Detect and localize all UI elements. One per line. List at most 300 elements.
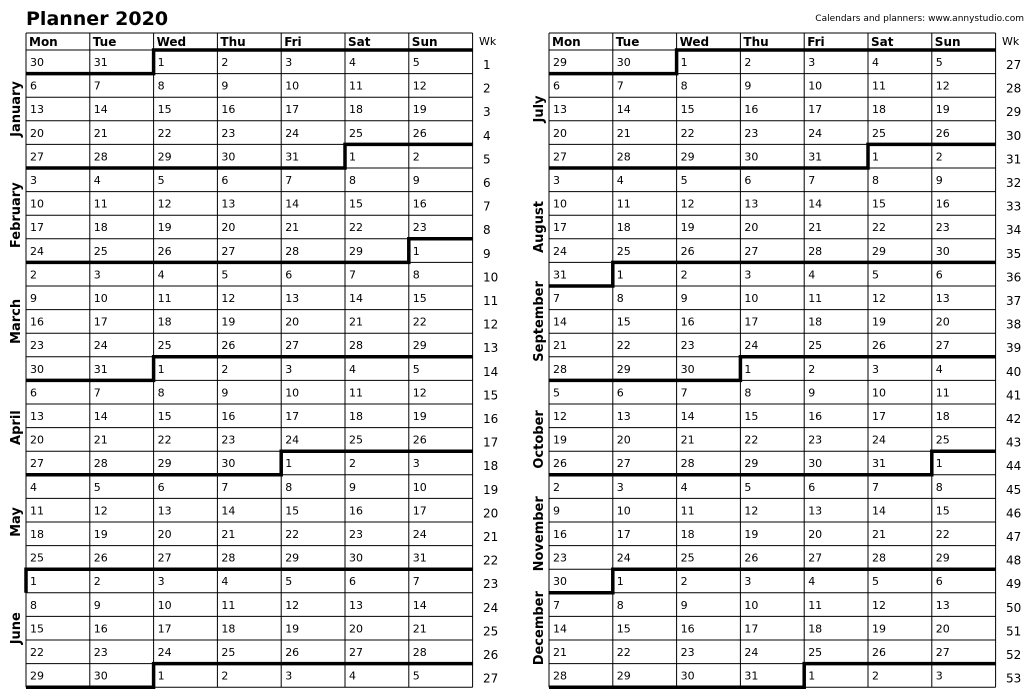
- date-cell: 11: [808, 292, 823, 305]
- date-cell: 24: [872, 433, 886, 447]
- date-cell: 13: [744, 197, 759, 211]
- date-cell: 13: [30, 410, 44, 423]
- date-cell: 9: [680, 292, 688, 305]
- date-cell: 21: [808, 221, 823, 235]
- date-cell: 15: [616, 315, 631, 329]
- week-number: 29: [1006, 105, 1022, 120]
- date-cell: 9: [808, 386, 816, 400]
- week-number: 50: [1006, 600, 1022, 615]
- month-label: December: [532, 591, 547, 666]
- week-column-header: Wk: [1002, 35, 1020, 48]
- date-cell: 7: [93, 386, 101, 400]
- date-cell: 8: [935, 480, 943, 494]
- date-cell: 19: [221, 315, 236, 329]
- date-cell: 21: [616, 126, 631, 140]
- date-cell: 10: [744, 292, 759, 305]
- week-number: 27: [1006, 58, 1022, 72]
- date-cell: 19: [157, 221, 172, 235]
- date-cell: 29: [157, 150, 172, 164]
- date-cell: 25: [616, 244, 631, 258]
- date-cell: 22: [616, 339, 631, 353]
- week-number: 37: [1006, 294, 1022, 308]
- date-cell: 16: [553, 528, 567, 541]
- date-cell: 2: [349, 457, 356, 471]
- date-cell: 20: [221, 221, 236, 235]
- date-cell: 1: [285, 457, 293, 471]
- date-cell: 12: [157, 197, 172, 211]
- date-cell: 11: [680, 504, 695, 518]
- date-cell: 11: [616, 197, 631, 211]
- date-cell: 25: [349, 433, 363, 447]
- date-cell: 10: [616, 504, 631, 518]
- date-cell: 26: [221, 339, 236, 353]
- date-cell: 26: [553, 457, 567, 471]
- week-number: 3: [483, 105, 491, 120]
- date-cell: 17: [157, 622, 172, 636]
- date-cell: 3: [744, 575, 752, 589]
- week-number: 28: [1006, 81, 1022, 96]
- date-cell: 19: [872, 622, 886, 636]
- date-cell: 2: [680, 575, 688, 589]
- date-cell: 25: [30, 551, 44, 565]
- date-cell: 19: [412, 410, 427, 423]
- week-number: 21: [483, 530, 499, 544]
- week-number: 19: [483, 482, 499, 497]
- date-cell: 29: [872, 244, 886, 258]
- date-cell: 29: [349, 244, 363, 258]
- week-number: 12: [483, 317, 499, 332]
- date-cell: 8: [744, 386, 752, 400]
- week-number: 47: [1006, 530, 1022, 544]
- date-cell: 31: [412, 551, 427, 565]
- date-cell: 24: [412, 528, 427, 541]
- date-cell: 8: [872, 174, 879, 187]
- date-cell: 30: [349, 551, 363, 565]
- date-cell: 18: [349, 410, 363, 423]
- date-cell: 6: [30, 79, 37, 93]
- date-cell: 8: [30, 598, 37, 612]
- date-cell: 1: [349, 150, 356, 164]
- date-cell: 24: [285, 433, 300, 447]
- date-cell: 26: [412, 126, 427, 140]
- date-cell: 2: [93, 575, 101, 589]
- date-cell: 16: [221, 410, 236, 423]
- date-cell: 30: [744, 150, 759, 164]
- date-cell: 5: [872, 575, 879, 589]
- date-cell: 20: [935, 622, 950, 636]
- date-cell: 10: [285, 386, 300, 400]
- month-label: July: [532, 95, 547, 123]
- date-cell: 10: [553, 197, 567, 211]
- date-cell: 8: [412, 268, 420, 282]
- date-cell: 1: [872, 150, 879, 164]
- date-cell: 19: [93, 528, 108, 541]
- week-number: 32: [1006, 176, 1022, 190]
- date-cell: 3: [93, 268, 101, 282]
- weekday-header: Sun: [934, 35, 961, 49]
- date-cell: 18: [157, 315, 172, 329]
- date-cell: 25: [935, 433, 950, 447]
- date-cell: 3: [412, 457, 420, 471]
- weekday-header: Sun: [411, 35, 438, 49]
- month-label: October: [532, 410, 547, 469]
- date-cell: 15: [349, 197, 363, 211]
- date-cell: 31: [93, 56, 108, 69]
- date-cell: 1: [157, 669, 165, 683]
- date-cell: 14: [680, 410, 695, 423]
- week-number: 14: [483, 364, 499, 379]
- date-cell: 9: [30, 292, 37, 305]
- date-cell: 23: [680, 339, 695, 353]
- date-cell: 6: [157, 480, 165, 494]
- date-cell: 20: [616, 433, 631, 447]
- date-cell: 15: [285, 504, 300, 518]
- week-number: 30: [1006, 128, 1022, 143]
- date-cell: 7: [808, 174, 816, 187]
- date-cell: 4: [935, 362, 943, 376]
- date-cell: 15: [935, 504, 950, 518]
- date-cell: 21: [93, 433, 108, 447]
- date-cell: 12: [744, 504, 759, 518]
- date-cell: 17: [744, 622, 759, 636]
- date-cell: 11: [935, 386, 950, 400]
- date-cell: 23: [935, 221, 950, 235]
- date-cell: 28: [412, 646, 427, 659]
- date-cell: 20: [935, 315, 950, 329]
- date-cell: 26: [412, 433, 427, 447]
- date-cell: 1: [30, 575, 37, 589]
- date-cell: 24: [30, 244, 44, 258]
- week-number: 27: [483, 671, 499, 686]
- date-cell: 2: [30, 268, 37, 282]
- week-number: 53: [1006, 671, 1022, 686]
- date-cell: 15: [30, 622, 44, 636]
- week-number: 9: [483, 246, 491, 261]
- date-cell: 4: [808, 268, 816, 282]
- date-cell: 5: [872, 268, 879, 282]
- date-cell: 30: [221, 150, 236, 164]
- date-cell: 17: [285, 103, 300, 117]
- date-cell: 16: [744, 103, 759, 117]
- month-label: May: [9, 507, 24, 537]
- date-cell: 7: [680, 386, 688, 400]
- date-cell: 14: [285, 197, 300, 211]
- date-cell: 16: [680, 315, 695, 329]
- date-cell: 28: [872, 551, 886, 565]
- date-cell: 1: [680, 56, 688, 69]
- date-cell: 5: [744, 480, 752, 494]
- date-cell: 25: [157, 339, 172, 353]
- date-cell: 12: [680, 197, 695, 211]
- date-cell: 3: [157, 575, 165, 589]
- date-cell: 1: [616, 268, 624, 282]
- date-cell: 28: [285, 244, 300, 258]
- date-cell: 4: [808, 575, 816, 589]
- date-cell: 2: [744, 56, 752, 69]
- week-number: 34: [1006, 223, 1022, 238]
- date-cell: 3: [744, 268, 752, 282]
- week-number: 45: [1006, 482, 1022, 497]
- date-cell: 27: [221, 244, 236, 258]
- date-cell: 3: [935, 669, 943, 683]
- week-number: 2: [483, 81, 491, 96]
- date-cell: 18: [30, 528, 44, 541]
- date-cell: 17: [30, 221, 44, 235]
- date-cell: 29: [412, 339, 427, 353]
- date-cell: 14: [616, 103, 631, 117]
- date-cell: 21: [285, 221, 300, 235]
- date-cell: 24: [808, 126, 823, 140]
- date-cell: 7: [221, 480, 229, 494]
- date-cell: 2: [872, 669, 879, 683]
- week-number: 26: [483, 648, 499, 662]
- week-number: 5: [483, 152, 491, 167]
- date-cell: 4: [221, 575, 229, 589]
- date-cell: 2: [808, 362, 816, 376]
- date-cell: 10: [744, 598, 759, 612]
- date-cell: 25: [680, 551, 695, 565]
- date-cell: 21: [553, 646, 567, 659]
- date-cell: 17: [285, 410, 300, 423]
- date-cell: 9: [412, 174, 420, 187]
- date-cell: 23: [221, 433, 236, 447]
- week-number: 15: [483, 388, 499, 403]
- date-cell: 3: [285, 669, 293, 683]
- date-cell: 1: [935, 457, 943, 471]
- date-cell: 20: [808, 528, 823, 541]
- date-cell: 9: [221, 79, 229, 93]
- date-cell: 15: [744, 410, 759, 423]
- month-label: March: [9, 298, 24, 344]
- weekday-header: Mon: [29, 35, 58, 49]
- date-cell: 3: [285, 56, 293, 69]
- month-label: April: [9, 410, 24, 445]
- date-cell: 2: [935, 150, 943, 164]
- month-label: June: [9, 612, 24, 645]
- date-cell: 17: [808, 103, 823, 117]
- date-cell: 20: [30, 126, 44, 140]
- date-cell: 22: [349, 221, 363, 235]
- date-cell: 29: [157, 457, 172, 471]
- date-cell: 18: [872, 103, 886, 117]
- date-cell: 21: [680, 433, 695, 447]
- date-cell: 26: [872, 646, 886, 659]
- date-cell: 26: [93, 551, 108, 565]
- date-cell: 18: [93, 221, 108, 235]
- date-cell: 31: [744, 669, 759, 683]
- date-cell: 25: [349, 126, 363, 140]
- date-cell: 7: [93, 79, 101, 93]
- date-cell: 29: [616, 669, 631, 683]
- week-number: 52: [1006, 648, 1022, 662]
- date-cell: 3: [30, 174, 37, 187]
- date-cell: 1: [808, 669, 816, 683]
- date-cell: 4: [349, 56, 356, 69]
- weekday-header: Mon: [552, 35, 581, 49]
- date-cell: 10: [808, 79, 823, 93]
- date-cell: 19: [935, 103, 950, 117]
- date-cell: 18: [808, 315, 823, 329]
- date-cell: 31: [872, 457, 886, 471]
- date-cell: 14: [349, 292, 363, 305]
- date-cell: 8: [157, 79, 165, 93]
- date-cell: 11: [349, 386, 363, 400]
- date-cell: 20: [553, 126, 567, 140]
- date-cell: 3: [808, 56, 816, 69]
- date-cell: 13: [935, 292, 950, 305]
- date-cell: 27: [553, 150, 567, 164]
- date-cell: 18: [616, 221, 631, 235]
- date-cell: 25: [872, 126, 886, 140]
- date-cell: 7: [349, 268, 356, 282]
- date-cell: 20: [157, 528, 172, 541]
- date-cell: 13: [221, 197, 236, 211]
- date-cell: 30: [553, 575, 567, 589]
- date-cell: 22: [935, 528, 950, 541]
- date-cell: 24: [93, 339, 108, 353]
- date-cell: 13: [285, 292, 300, 305]
- date-cell: 31: [808, 150, 823, 164]
- date-cell: 30: [30, 362, 44, 376]
- date-cell: 13: [553, 103, 567, 117]
- date-cell: 14: [808, 197, 823, 211]
- date-cell: 27: [616, 457, 631, 471]
- date-cell: 9: [221, 386, 229, 400]
- date-cell: 2: [553, 480, 560, 494]
- date-cell: 5: [157, 174, 165, 187]
- date-cell: 21: [93, 126, 108, 140]
- date-cell: 25: [93, 244, 108, 258]
- date-cell: 29: [553, 56, 567, 69]
- date-cell: 16: [349, 504, 363, 518]
- week-number: 16: [483, 412, 499, 426]
- date-cell: 6: [553, 79, 560, 93]
- week-number: 42: [1006, 412, 1022, 426]
- date-cell: 17: [553, 221, 567, 235]
- date-cell: 27: [349, 646, 363, 659]
- date-cell: 11: [157, 292, 172, 305]
- date-cell: 19: [680, 221, 695, 235]
- date-cell: 12: [93, 504, 108, 518]
- weekday-header: Wed: [679, 35, 710, 49]
- date-cell: 22: [157, 433, 172, 447]
- week-number: 48: [1006, 553, 1022, 568]
- date-cell: 23: [680, 646, 695, 659]
- week-number: 33: [1006, 199, 1022, 214]
- date-cell: 19: [744, 528, 759, 541]
- date-cell: 10: [93, 292, 108, 305]
- date-cell: 28: [349, 339, 363, 353]
- date-cell: 1: [616, 575, 624, 589]
- date-cell: 23: [93, 646, 108, 659]
- date-cell: 24: [616, 551, 631, 565]
- date-cell: 14: [553, 622, 567, 636]
- date-cell: 27: [935, 339, 950, 353]
- date-cell: 13: [30, 103, 44, 117]
- date-cell: 3: [616, 480, 624, 494]
- date-cell: 20: [285, 315, 300, 329]
- weekday-header: Thu: [220, 35, 246, 49]
- date-cell: 12: [412, 79, 427, 93]
- date-cell: 24: [157, 646, 172, 659]
- date-cell: 9: [744, 79, 752, 93]
- date-cell: 9: [935, 174, 943, 187]
- weekday-header: Sat: [871, 35, 894, 49]
- date-cell: 4: [349, 669, 356, 683]
- date-cell: 15: [616, 622, 631, 636]
- date-cell: 13: [157, 504, 172, 518]
- date-cell: 9: [680, 598, 688, 612]
- date-cell: 5: [412, 56, 420, 69]
- week-number: 8: [483, 223, 491, 238]
- date-cell: 23: [30, 339, 44, 353]
- date-cell: 14: [872, 504, 886, 518]
- date-cell: 5: [680, 174, 688, 187]
- weekday-header: Fri: [807, 35, 825, 49]
- date-cell: 10: [872, 386, 886, 400]
- month-label: February: [9, 182, 24, 249]
- date-cell: 5: [93, 480, 101, 494]
- date-cell: 25: [808, 646, 823, 659]
- date-cell: 27: [157, 551, 172, 565]
- week-number: 18: [483, 459, 499, 474]
- date-cell: 30: [93, 669, 108, 683]
- date-cell: 23: [553, 551, 567, 565]
- date-cell: 5: [412, 362, 420, 376]
- date-cell: 2: [680, 268, 688, 282]
- date-cell: 17: [93, 315, 108, 329]
- date-cell: 6: [935, 268, 943, 282]
- credit-text: Calendars and planners: www.annystudio.com: [815, 14, 1024, 24]
- date-cell: 6: [30, 386, 37, 400]
- date-cell: 24: [744, 339, 759, 353]
- date-cell: 16: [808, 410, 823, 423]
- date-cell: 26: [285, 646, 300, 659]
- date-cell: 4: [30, 480, 37, 494]
- date-cell: 5: [412, 669, 420, 683]
- week-number: 44: [1006, 459, 1022, 474]
- date-cell: 21: [221, 528, 236, 541]
- date-cell: 12: [285, 598, 300, 612]
- week-number: 13: [483, 341, 499, 356]
- date-cell: 22: [680, 126, 695, 140]
- date-cell: 26: [744, 551, 759, 565]
- date-cell: 19: [872, 315, 886, 329]
- week-number: 41: [1006, 388, 1022, 403]
- date-cell: 29: [935, 551, 950, 565]
- date-cell: 30: [808, 457, 823, 471]
- date-cell: 27: [808, 551, 823, 565]
- week-number: 24: [483, 600, 499, 615]
- date-cell: 16: [93, 622, 108, 636]
- date-cell: 2: [221, 669, 229, 683]
- week-number: 31: [1006, 152, 1022, 167]
- date-cell: 2: [412, 150, 420, 164]
- month-label: September: [532, 281, 547, 362]
- date-cell: 24: [285, 126, 300, 140]
- date-cell: 11: [349, 79, 363, 93]
- date-cell: 4: [349, 362, 356, 376]
- date-cell: 29: [30, 669, 44, 683]
- date-cell: 16: [30, 315, 44, 329]
- week-number: 4: [483, 128, 491, 143]
- date-cell: 4: [680, 480, 688, 494]
- date-cell: 30: [680, 669, 695, 683]
- date-cell: 29: [285, 551, 300, 565]
- date-cell: 11: [808, 598, 823, 612]
- date-cell: 13: [616, 410, 631, 423]
- date-cell: 27: [744, 244, 759, 258]
